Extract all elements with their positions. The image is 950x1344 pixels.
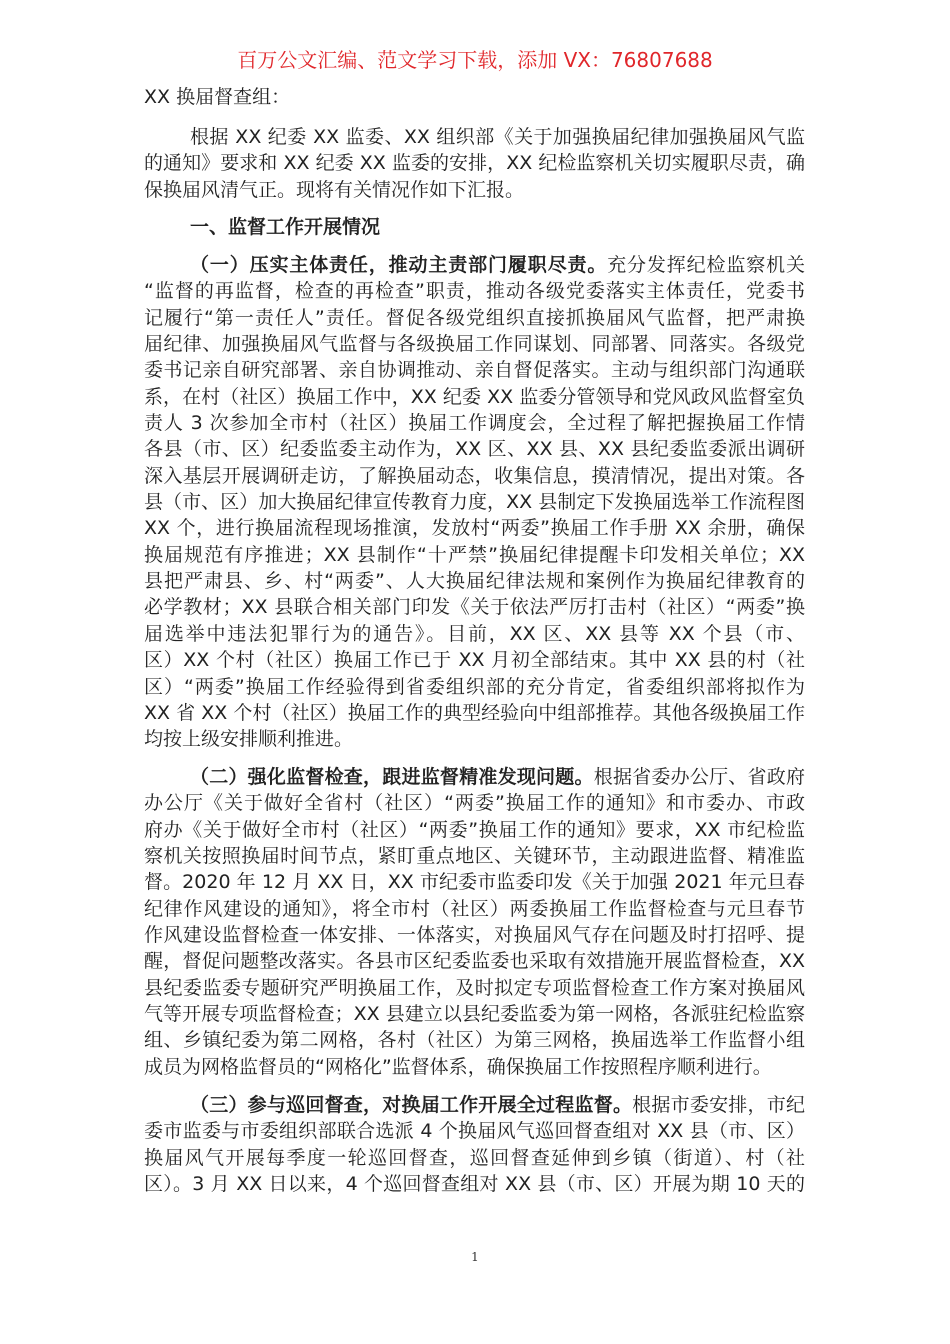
line-text: 督。2020 年 12 月 XX 日，XX 市纪委市监委印发《关于加强 2021 年元旦春 — [144, 871, 805, 894]
text-line — [144, 542, 805, 568]
text-line — [144, 1092, 805, 1118]
text-line — [144, 790, 805, 816]
line-text: 充分发挥纪检监察机关 — [607, 254, 805, 276]
text-line — [144, 1054, 805, 1080]
line-text: 保换届风清气正。现将有关情况作如下汇报。 — [144, 178, 525, 201]
text-line — [144, 869, 805, 895]
line-text: 县把严肃县、乡、村“两委”、人大换届纪律法规和案例作为换届纪律教育的 — [144, 570, 805, 593]
line-text: 气等开展专项监督检查；XX 县建立以县纪委监委为第一网格，各派驻纪检监察 — [144, 1003, 805, 1026]
text-line — [144, 726, 805, 752]
text-line — [144, 922, 805, 948]
line-text: 届纪律、加强换届风气监督与各级换届工作同谋划、同部署、同落实。各级党 — [144, 333, 805, 356]
text-line — [144, 1118, 805, 1144]
page-number: 1 — [471, 1250, 479, 1264]
text-line — [144, 410, 805, 436]
text-line — [144, 177, 805, 203]
line-text: 组、乡镇纪委为第二网格，各村（社区）为第三网格，换届选举工作监督小组 — [144, 1029, 805, 1052]
line-text: XX 省 XX 个村（社区）换届工作的典型经验向中组部推荐。其他各级换届工作 — [144, 701, 805, 724]
text-line — [144, 975, 805, 1001]
text-line — [144, 252, 805, 278]
line-text: 作风建设监督检查一体安排、一体落实，对换届风气存在问题及时打招呼、提 — [144, 924, 805, 947]
bold-lead-sentence: （三）参与巡回督查，对换届工作开展全过程监督。 — [190, 1094, 633, 1116]
line-text: 责人 3 次参加全市村（社区）换届工作调度会，全过程了解把握换届工作情 — [144, 412, 805, 435]
line-text: “监督的再监督，检查的再检查”职责，推动各级党委落实主体责任，党委书 — [144, 280, 805, 303]
line-text: 委书记亲自研究部署、亲自协调推动、亲自督促落实。主动与组织部门沟通联 — [144, 359, 805, 382]
line-text: 记履行“第一责任人”责任。督促各级党组织直接抓换届风气监督，把严肃换 — [144, 306, 805, 329]
line-text: 届选举中违法犯罪行为的通告》。目前，XX 区、XX 县等 XX 个县（市、 — [144, 622, 805, 645]
text-line — [144, 594, 805, 620]
line-text: 根据市委安排，市纪 — [632, 1094, 805, 1116]
line-text: 根据省委办公厅、省政府 — [593, 766, 805, 788]
text-line — [144, 764, 805, 790]
section-3-paragraph — [144, 1092, 805, 1197]
bold-lead-sentence: （二）强化监督检查，跟进监督精准发现问题。 — [190, 766, 594, 788]
text-line — [144, 305, 805, 331]
text-line — [144, 489, 805, 515]
text-line — [144, 463, 805, 489]
line-text: 的通知》要求和 XX 纪委 XX 监委的安排，XX 纪检监察机关切实履职尽责，确 — [144, 152, 805, 175]
section-2-paragraph — [144, 764, 805, 1080]
text-line — [144, 674, 805, 700]
section-heading: 一、监督工作开展情况 — [190, 216, 381, 238]
line-text: 区）XX 个村（社区）换届工作已于 XX 月初全部结束。其中 XX 县的村（社 — [144, 649, 805, 672]
text-line — [144, 1145, 805, 1171]
bold-lead-sentence: （一）压实主体责任，推动主责部门履职尽责。 — [190, 254, 608, 276]
line-text: 区）。3 月 XX 日以来，4 个巡回督查组对 XX 县（市、区）开展为期 10 天的 — [144, 1173, 805, 1196]
salutation: XX 换届督查组： — [144, 86, 291, 108]
text-line — [144, 278, 805, 304]
line-text: 县纪委监委专题研究严明换届工作，及时拟定专项监督检查工作方案对换届风 — [144, 976, 805, 999]
watermark-banner: 百万公文汇编、范文学习下载，添加 VX：76807688 — [237, 48, 713, 72]
text-line — [144, 647, 805, 673]
text-line — [144, 948, 805, 974]
line-text: 各县（市、区）纪委监委主动作为，XX 区、XX 县、XX 县纪委监委派出调研 — [144, 438, 805, 461]
text-line — [144, 1027, 805, 1053]
text-line — [144, 1001, 805, 1027]
line-text: 办公厅《关于做好全省村（社区）“两委”换届工作的通知》和市委办、市政 — [144, 792, 805, 815]
line-text: 必学教材；XX 县联合相关部门印发《关于依法严厉打击村（社区）“两委”换 — [144, 596, 805, 619]
line-text: XX 个，进行换届流程现场推演，发放村“两委”换届工作手册 XX 余册，确保 — [144, 517, 805, 540]
line-text: 委市监委与市委组织部联合选派 4 个换届风气巡回督查组对 XX 县（市、区） — [144, 1120, 805, 1143]
text-line — [144, 150, 805, 176]
text-line — [144, 436, 805, 462]
text-line — [144, 621, 805, 647]
text-line — [144, 515, 805, 541]
text-line — [144, 357, 805, 383]
line-text: 府办《关于做好全市村（社区）“两委”换届工作的通知》要求，XX 市纪检监 — [144, 818, 805, 841]
text-line — [144, 817, 805, 843]
line-text: 换届风气开展每季度一轮巡回督查，巡回督查延伸到乡镇（街道）、村（社 — [144, 1146, 805, 1169]
line-text: 醒，督促问题整改落实。各县市区纪委监委也采取有效措施开展监督检查，XX — [144, 950, 805, 973]
line-text: 县（市、区）加大换届纪律宣传教育力度，XX 县制定下发换届选举工作流程图 — [144, 491, 805, 514]
line-text: 系，在村（社区）换届工作中，XX 纪委 XX 监委分管领导和党风政风监督室负 — [144, 385, 805, 408]
line-text: 换届规范有序推进；XX 县制作“十严禁”换届纪律提醒卡印发相关单位；XX — [144, 543, 805, 566]
intro-paragraph — [144, 124, 805, 203]
text-line — [144, 896, 805, 922]
line-text: 深入基层开展调研走访，了解换届动态，收集信息，摸清情况，提出对策。各 — [144, 464, 805, 487]
text-line — [144, 843, 805, 869]
line-text: 察机关按照换届时间节点，紧盯重点地区、关键环节，主动跟进监督、精准监 — [144, 845, 805, 868]
line-text: 成员为网格监督员的“网格化”监督体系，确保换届工作按照程序顺利进行。 — [144, 1055, 772, 1078]
line-text: 区）“两委”换届工作经验得到省委组织部的充分肯定，省委组织部将拟作为 — [144, 675, 805, 698]
text-line — [144, 700, 805, 726]
text-line — [144, 331, 805, 357]
text-line — [144, 1171, 805, 1197]
text-line — [144, 568, 805, 594]
line-text: 纪律作风建设的通知》，将全市村（社区）两委换届工作监督检查与元旦春节 — [144, 897, 805, 920]
text-line — [144, 384, 805, 410]
line-text: 根据 XX 纪委 XX 监委、XX 组织部《关于加强换届纪律加强换届风气监 — [190, 126, 805, 148]
text-line — [144, 124, 805, 150]
line-text: 均按上级安排顺利推进。 — [144, 728, 354, 751]
section-1-paragraph — [144, 252, 805, 753]
